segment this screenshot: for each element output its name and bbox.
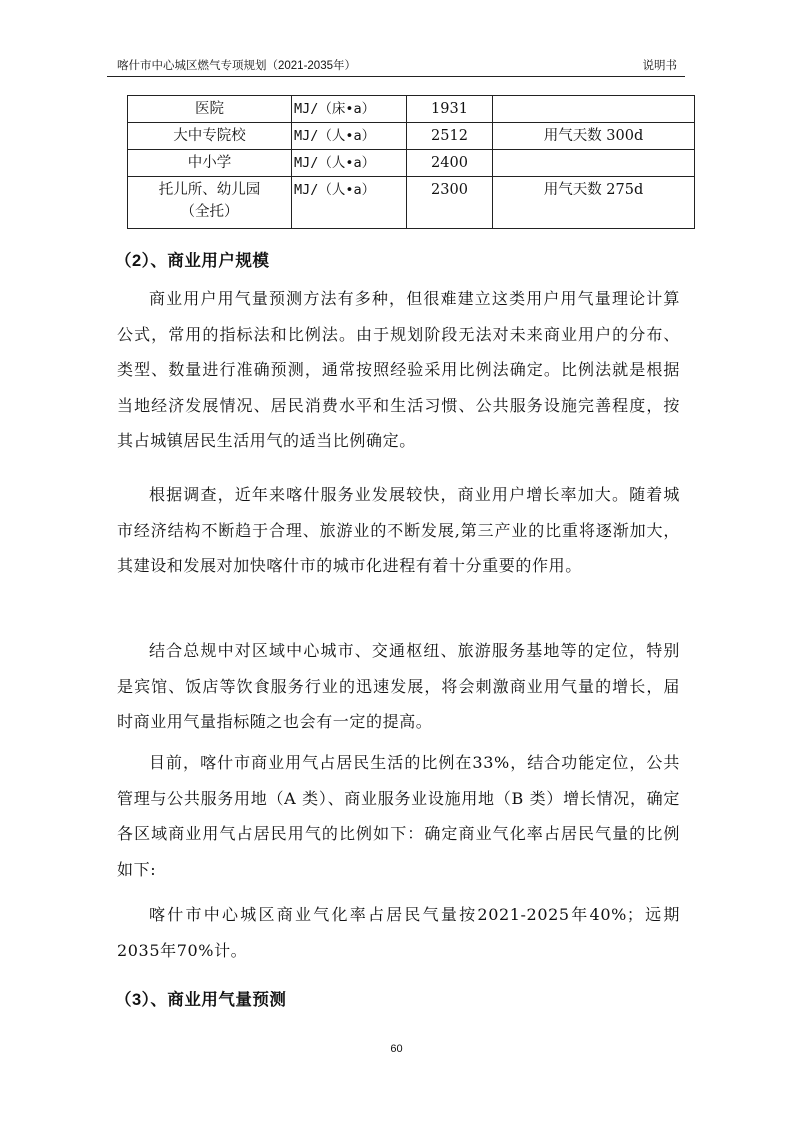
- table-cell-unit: MJ/（床•a）: [292, 96, 407, 123]
- paragraph-survey: 根据调查，近年来喀什服务业发展较快，商业用户增长率加大。随着城市经济结构不断趋于合理、旅游业的不断发展,第三产业的比重将逐渐加大，其建设和发展对加快喀什市的城市化进程有着十分重要的作用。: [117, 485, 680, 575]
- table-row: [128, 177, 695, 229]
- paragraph-positioning: 结合总规中对区域中心城市、交通枢纽、旅游服务基地等的定位，特别是宾馆、饭店等饮食服务行业的迅速发展，将会刺激商业用气量的增长，届时商业用气量指标随之也会有一定的提高。: [117, 641, 680, 731]
- table-cell-value: 2300: [407, 177, 493, 229]
- table-row: [128, 150, 695, 177]
- table-cell-note: [493, 96, 695, 123]
- table-cell-unit: MJ/（人•a）: [292, 123, 407, 150]
- table-cell-unit: MJ/（人•a）: [292, 177, 407, 229]
- table-cell-value: 2400: [407, 150, 493, 177]
- table-row: [128, 123, 695, 150]
- header-title: 喀什市中心城区燃气专项规划（2021-2035年）: [117, 60, 356, 72]
- table-cell-category: 大中专院校: [128, 123, 292, 150]
- page-header: [107, 55, 685, 75]
- table-cell-unit: MJ/（人•a）: [292, 150, 407, 177]
- table-cell-category: 中小学: [128, 150, 292, 177]
- table-cell-category: 医院: [128, 96, 292, 123]
- table-cell-category-line2: （全托）: [180, 204, 239, 220]
- section-heading-commercial-users: （2）、商业用户规模: [115, 252, 270, 270]
- table-cell-note: 用气天数 300d: [493, 123, 695, 150]
- gas-consumption-table: [127, 95, 695, 229]
- table-cell-value: 2512: [407, 123, 493, 150]
- table-cell-value: 1931: [407, 96, 493, 123]
- table-cell-note: [493, 150, 695, 177]
- table-cell-category-line1: 托儿所、幼儿园: [158, 182, 261, 198]
- paragraph-ratio: 目前，喀什市商业用气占居民生活的比例在33%，结合功能定位，公共管理与公共服务用地（A 类）、商业服务业设施用地（B 类）增长情况，确定各区域商业用气占居民用气的比例如下：确定商业气化率占居民气量的比例如下:: [117, 753, 680, 879]
- page-number: 60: [390, 1043, 403, 1055]
- paragraph-gasification-rate: 喀什市中心城区商业气化率占居民气量按2021-2025年40%；远期2035年70%计。: [117, 905, 680, 960]
- table-cell-note: 用气天数 275d: [493, 177, 695, 229]
- table-row: [128, 96, 695, 123]
- table-cell-category: [128, 177, 292, 229]
- header-doc-type: 说明书: [642, 60, 677, 72]
- section-heading-commercial-forecast: （3）、商业用气量预测: [115, 991, 287, 1009]
- paragraph-methods: 商业用户用气量预测方法有多种，但很难建立这类用户用气量理论计算公式，常用的指标法和比例法。由于规划阶段无法对未来商业用户的分布、类型、数量进行准确预测，通常按照经验采用比例法确定。比例法就是根据当地经济发展情况、居民消费水平和生活习惯、公共服务设施完善程度，按其占城镇居民生活用气的适当比例确定。: [117, 289, 680, 450]
- header-divider: [107, 76, 685, 77]
